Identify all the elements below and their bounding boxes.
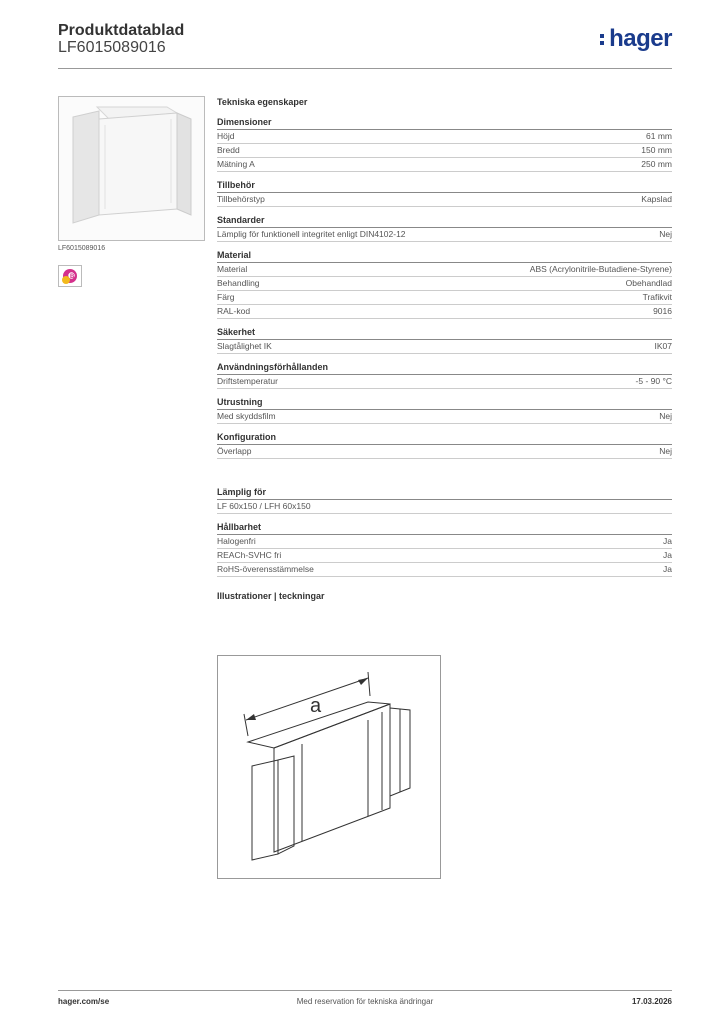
spec-row [217, 144, 672, 158]
spec-value: Kapslad [641, 194, 672, 204]
spec-row [217, 563, 672, 577]
spec-value: ABS (Acrylonitrile-Butadiene-Styrene) [529, 264, 672, 274]
spec-value: Nej [659, 229, 672, 239]
group-equipment [217, 396, 672, 424]
spec-label: Driftstemperatur [217, 376, 278, 386]
spec-label: RoHS-överensstämmelse [217, 564, 314, 574]
spec-label: Tillbehörstyp [217, 194, 265, 204]
spec-row [217, 535, 672, 549]
hager-logo[interactable] [598, 26, 672, 52]
spec-value: IK07 [654, 341, 672, 351]
spec-label: RAL-kod [217, 306, 251, 316]
logo-text: hager [609, 25, 672, 52]
footer [58, 997, 672, 1009]
group-standards [217, 214, 672, 242]
product-image[interactable] [58, 96, 205, 241]
spec-row [217, 375, 672, 389]
footer-disclaimer: Med reservation för tekniska ändringar [296, 997, 434, 1006]
group-accessories [217, 179, 672, 207]
group-sustainability [217, 521, 672, 577]
footer-divider [58, 990, 672, 991]
spec-label: Slagtålighet IK [217, 341, 272, 351]
logo-dots-icon [598, 30, 608, 48]
group-title: Material [217, 249, 672, 263]
svg-text:B: B [70, 274, 75, 280]
illustrations-title: Illustrationer | teckningar [217, 591, 325, 601]
spec-label: LF 60x150 / LFH 60x150 [217, 501, 311, 511]
spec-value: Nej [659, 411, 672, 421]
spec-row [217, 158, 672, 172]
footer-date: 17.03.2026 [631, 997, 672, 1006]
group-title: Konfiguration [217, 431, 672, 445]
product-image-caption: LF6015089016 [58, 245, 106, 252]
spec-value: 250 mm [641, 159, 672, 169]
spec-row [217, 305, 672, 319]
group-dimensions [217, 116, 672, 172]
spec-value: Obehandlad [625, 278, 672, 288]
spec-row [217, 291, 672, 305]
spec-label: Material [217, 264, 248, 274]
group-title: Lämplig för [217, 486, 672, 500]
specifications [217, 96, 672, 606]
spec-value: 9016 [653, 306, 672, 316]
spec-row [217, 277, 672, 291]
spec-row [217, 130, 672, 144]
halogen-free-badge-icon [58, 265, 82, 287]
spec-row [217, 445, 672, 459]
spec-row [217, 193, 672, 207]
group-safety [217, 326, 672, 354]
spec-row [217, 410, 672, 424]
spec-label: Behandling [217, 278, 260, 288]
spec-value: Ja [663, 564, 672, 574]
header [58, 22, 672, 68]
spec-value: Nej [659, 446, 672, 456]
group-material [217, 249, 672, 319]
group-title: Utrustning [217, 396, 672, 410]
spec-value: 150 mm [641, 145, 672, 155]
footer-website-link[interactable]: hager.com/se [58, 997, 110, 1006]
line-drawing-icon [218, 656, 440, 878]
spec-value: -5 - 90 °C [635, 376, 672, 386]
spec-label: Bredd [217, 145, 240, 155]
group-title: Hållbarhet [217, 521, 672, 535]
product-photo-icon [59, 97, 204, 240]
page-title: Produktdatablad [58, 22, 185, 39]
group-title: Dimensioner [217, 116, 672, 130]
group-configuration [217, 431, 672, 459]
spec-row [217, 340, 672, 354]
spec-label: REACh-SVHC fri [217, 550, 282, 560]
spec-label: Mätning A [217, 159, 255, 169]
dimension-label: a [310, 695, 322, 717]
product-number: LF6015089016 [58, 39, 166, 56]
group-title: Standarder [217, 214, 672, 228]
spec-label: Lämplig för funktionell integritet enligt DIN4102-12 [217, 229, 406, 239]
spec-row [217, 500, 672, 514]
spec-label: Överlapp [217, 446, 252, 456]
group-title: Säkerhet [217, 326, 672, 340]
spec-value: Ja [663, 536, 672, 546]
spec-label: Med skyddsfilm [217, 411, 276, 421]
group-suitable-for [217, 486, 672, 514]
specs-title: Tekniska egenskaper [217, 97, 308, 107]
spec-row [217, 228, 672, 242]
spec-label: Halogenfri [217, 536, 256, 546]
spec-row [217, 263, 672, 277]
spec-value: 61 mm [646, 131, 672, 141]
group-title: Tillbehör [217, 179, 672, 193]
spec-value: Ja [663, 550, 672, 560]
spec-row [217, 549, 672, 563]
spec-label: Höjd [217, 131, 235, 141]
spec-label: Färg [217, 292, 235, 302]
group-title: Användningsförhållanden [217, 361, 672, 375]
technical-drawing[interactable] [217, 655, 441, 879]
group-operating-conditions [217, 361, 672, 389]
header-divider [58, 68, 672, 69]
spec-value: Trafikvit [642, 292, 672, 302]
